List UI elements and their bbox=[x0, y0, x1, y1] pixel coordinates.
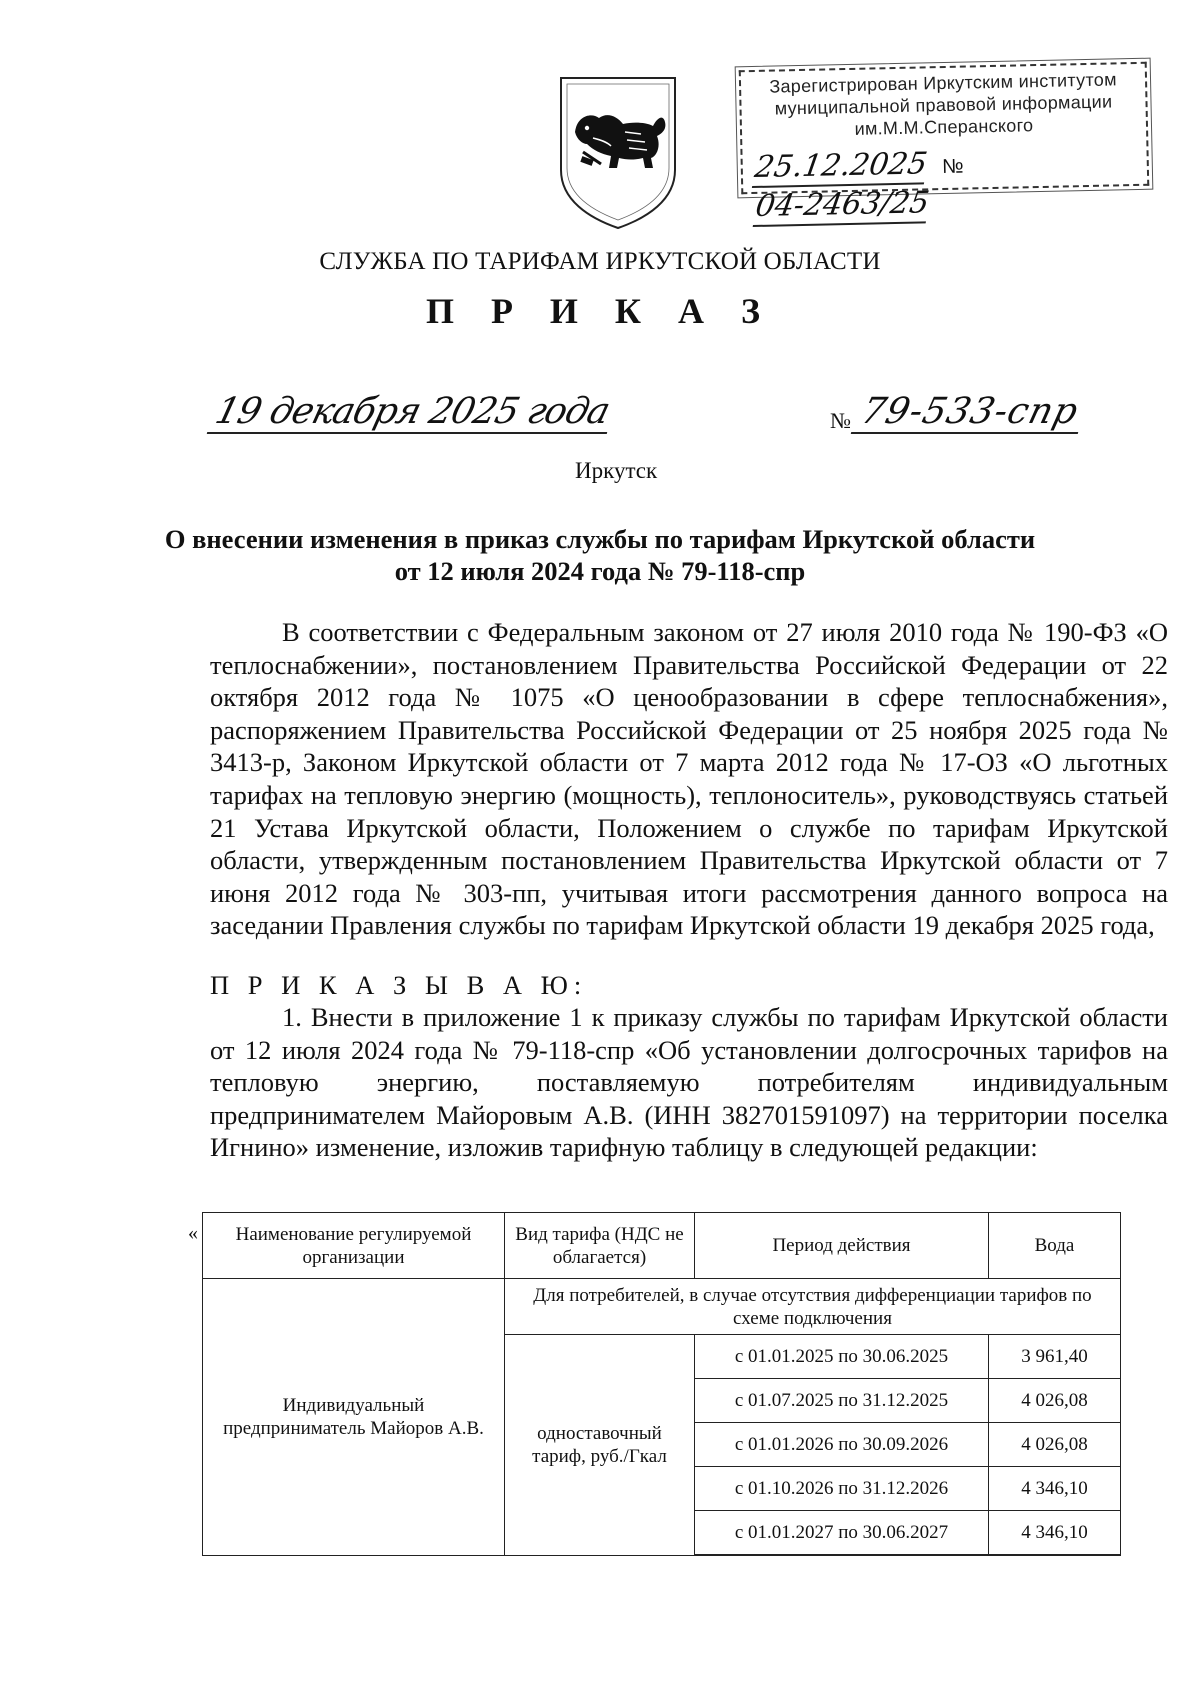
order-number-handwritten: 79-533-спр bbox=[851, 392, 1089, 434]
open-quote-mark: « bbox=[188, 1222, 198, 1244]
period-cell: с 01.10.2026 по 31.12.2026 bbox=[695, 1467, 989, 1511]
value-cell: 4 026,08 bbox=[989, 1423, 1121, 1467]
table-row bbox=[203, 1279, 1121, 1335]
agency-name: СЛУЖБА ПО ТАРИФАМ ИРКУТСКОЙ ОБЛАСТИ bbox=[319, 248, 881, 275]
preamble-paragraph: В соответствии с Федеральным законом от 27 июля 2010 года № 190-ФЗ «О теплоснабжении», постановлением Правительства Российской Федерации от 22 октября 2012 года № 1075 «О ценообразовании в сфере теплоснабжения», распоряжением Правительства Российской Федерации от 25 ноября 2025 года № 3413-р, Законом Иркутской области от 7 марта 2012 года № 17-ОЗ «О льготных тарифах на тепловую энергию (мощность), теплоноситель», руководствуясь статьей 21 Устава Иркутской области, Положением о службе по тарифам Иркутской области, утвержденным постановлением Правительства Иркутской области от 7 июня 2012 года № 303-пп, учитывая итоги рассмотрения данного вопроса на заседании Правления службы по тарифам Иркутской области 19 декабря 2025 года, bbox=[210, 617, 1168, 941]
coat-of-arms-emblem bbox=[553, 72, 683, 232]
table-spacer bbox=[695, 1555, 1121, 1556]
tariff-table bbox=[202, 1212, 1121, 1556]
period-cell: с 01.07.2025 по 31.12.2025 bbox=[695, 1379, 989, 1423]
period-cell: с 01.01.2027 по 30.06.2027 bbox=[695, 1511, 989, 1555]
decree-word: П Р И К А З Ы В А Ю: bbox=[210, 970, 588, 1000]
value-cell: 4 346,10 bbox=[989, 1467, 1121, 1511]
stamp-line: муниципальной правовой информации bbox=[774, 91, 1113, 119]
stamp-line: Зарегистрирован Иркутским институтом bbox=[769, 69, 1117, 97]
stamp-reg-date: 25.12.2025 bbox=[752, 146, 930, 188]
order-date-handwritten: 19 декабря 2025 года bbox=[207, 392, 617, 434]
value-cell: 4 026,08 bbox=[989, 1379, 1121, 1423]
document-type-heading: П Р И К А З bbox=[425, 291, 775, 331]
subheader-cell: Для потребителей, в случае отсутствия дифференциации тарифов по схеме подключения bbox=[505, 1279, 1121, 1335]
clause-1-paragraph: 1. Внести в приложение 1 к приказу службы по тарифам Иркутской области от 12 июля 2024 года № 79-118-спр «Об установлении долгосрочных тарифов на тепловую энергию, поставляемую потребителям индивидуальным предпринимателем Майоровым А.В. (ИНН 382701591097) на территории поселка Игнино» изменение, изложив тарифную таблицу в следующей редакции: bbox=[210, 1002, 1168, 1163]
order-city: Иркутск bbox=[575, 458, 658, 483]
value-cell: 4 346,10 bbox=[989, 1511, 1121, 1555]
stamp-line: им.М.М.Сперанского bbox=[854, 115, 1034, 139]
stamp-reg-number: 04-2463/25 bbox=[753, 185, 932, 227]
title-line: от 12 июля 2024 года № 79-118-спр bbox=[394, 556, 806, 586]
tariff-name-cell: одноставочный тариф, руб./Гкал bbox=[505, 1335, 695, 1556]
period-cell: с 01.01.2026 по 30.09.2026 bbox=[695, 1423, 989, 1467]
table-header-row bbox=[203, 1213, 1121, 1279]
header-tariff-type: Вид тарифа (НДС не облагается) bbox=[505, 1213, 695, 1279]
header-org: Наименование регулируемой организации bbox=[203, 1213, 505, 1279]
order-number-sign: № bbox=[830, 408, 851, 433]
title-line: О внесении изменения в приказ службы по тарифам Иркутской области bbox=[164, 524, 1036, 554]
stamp-registration-line bbox=[752, 142, 1139, 225]
header-period: Период действия bbox=[695, 1213, 989, 1279]
registration-stamp bbox=[739, 62, 1150, 225]
value-cell: 3 961,40 bbox=[989, 1335, 1121, 1379]
stamp-number-sign: № bbox=[941, 155, 964, 179]
org-name-cell: Индивидуальный предприниматель Майоров А.В. bbox=[203, 1279, 505, 1556]
document-title bbox=[0, 523, 1200, 587]
period-cell: с 01.01.2025 по 30.06.2025 bbox=[695, 1335, 989, 1379]
header-water: Вода bbox=[989, 1213, 1121, 1279]
